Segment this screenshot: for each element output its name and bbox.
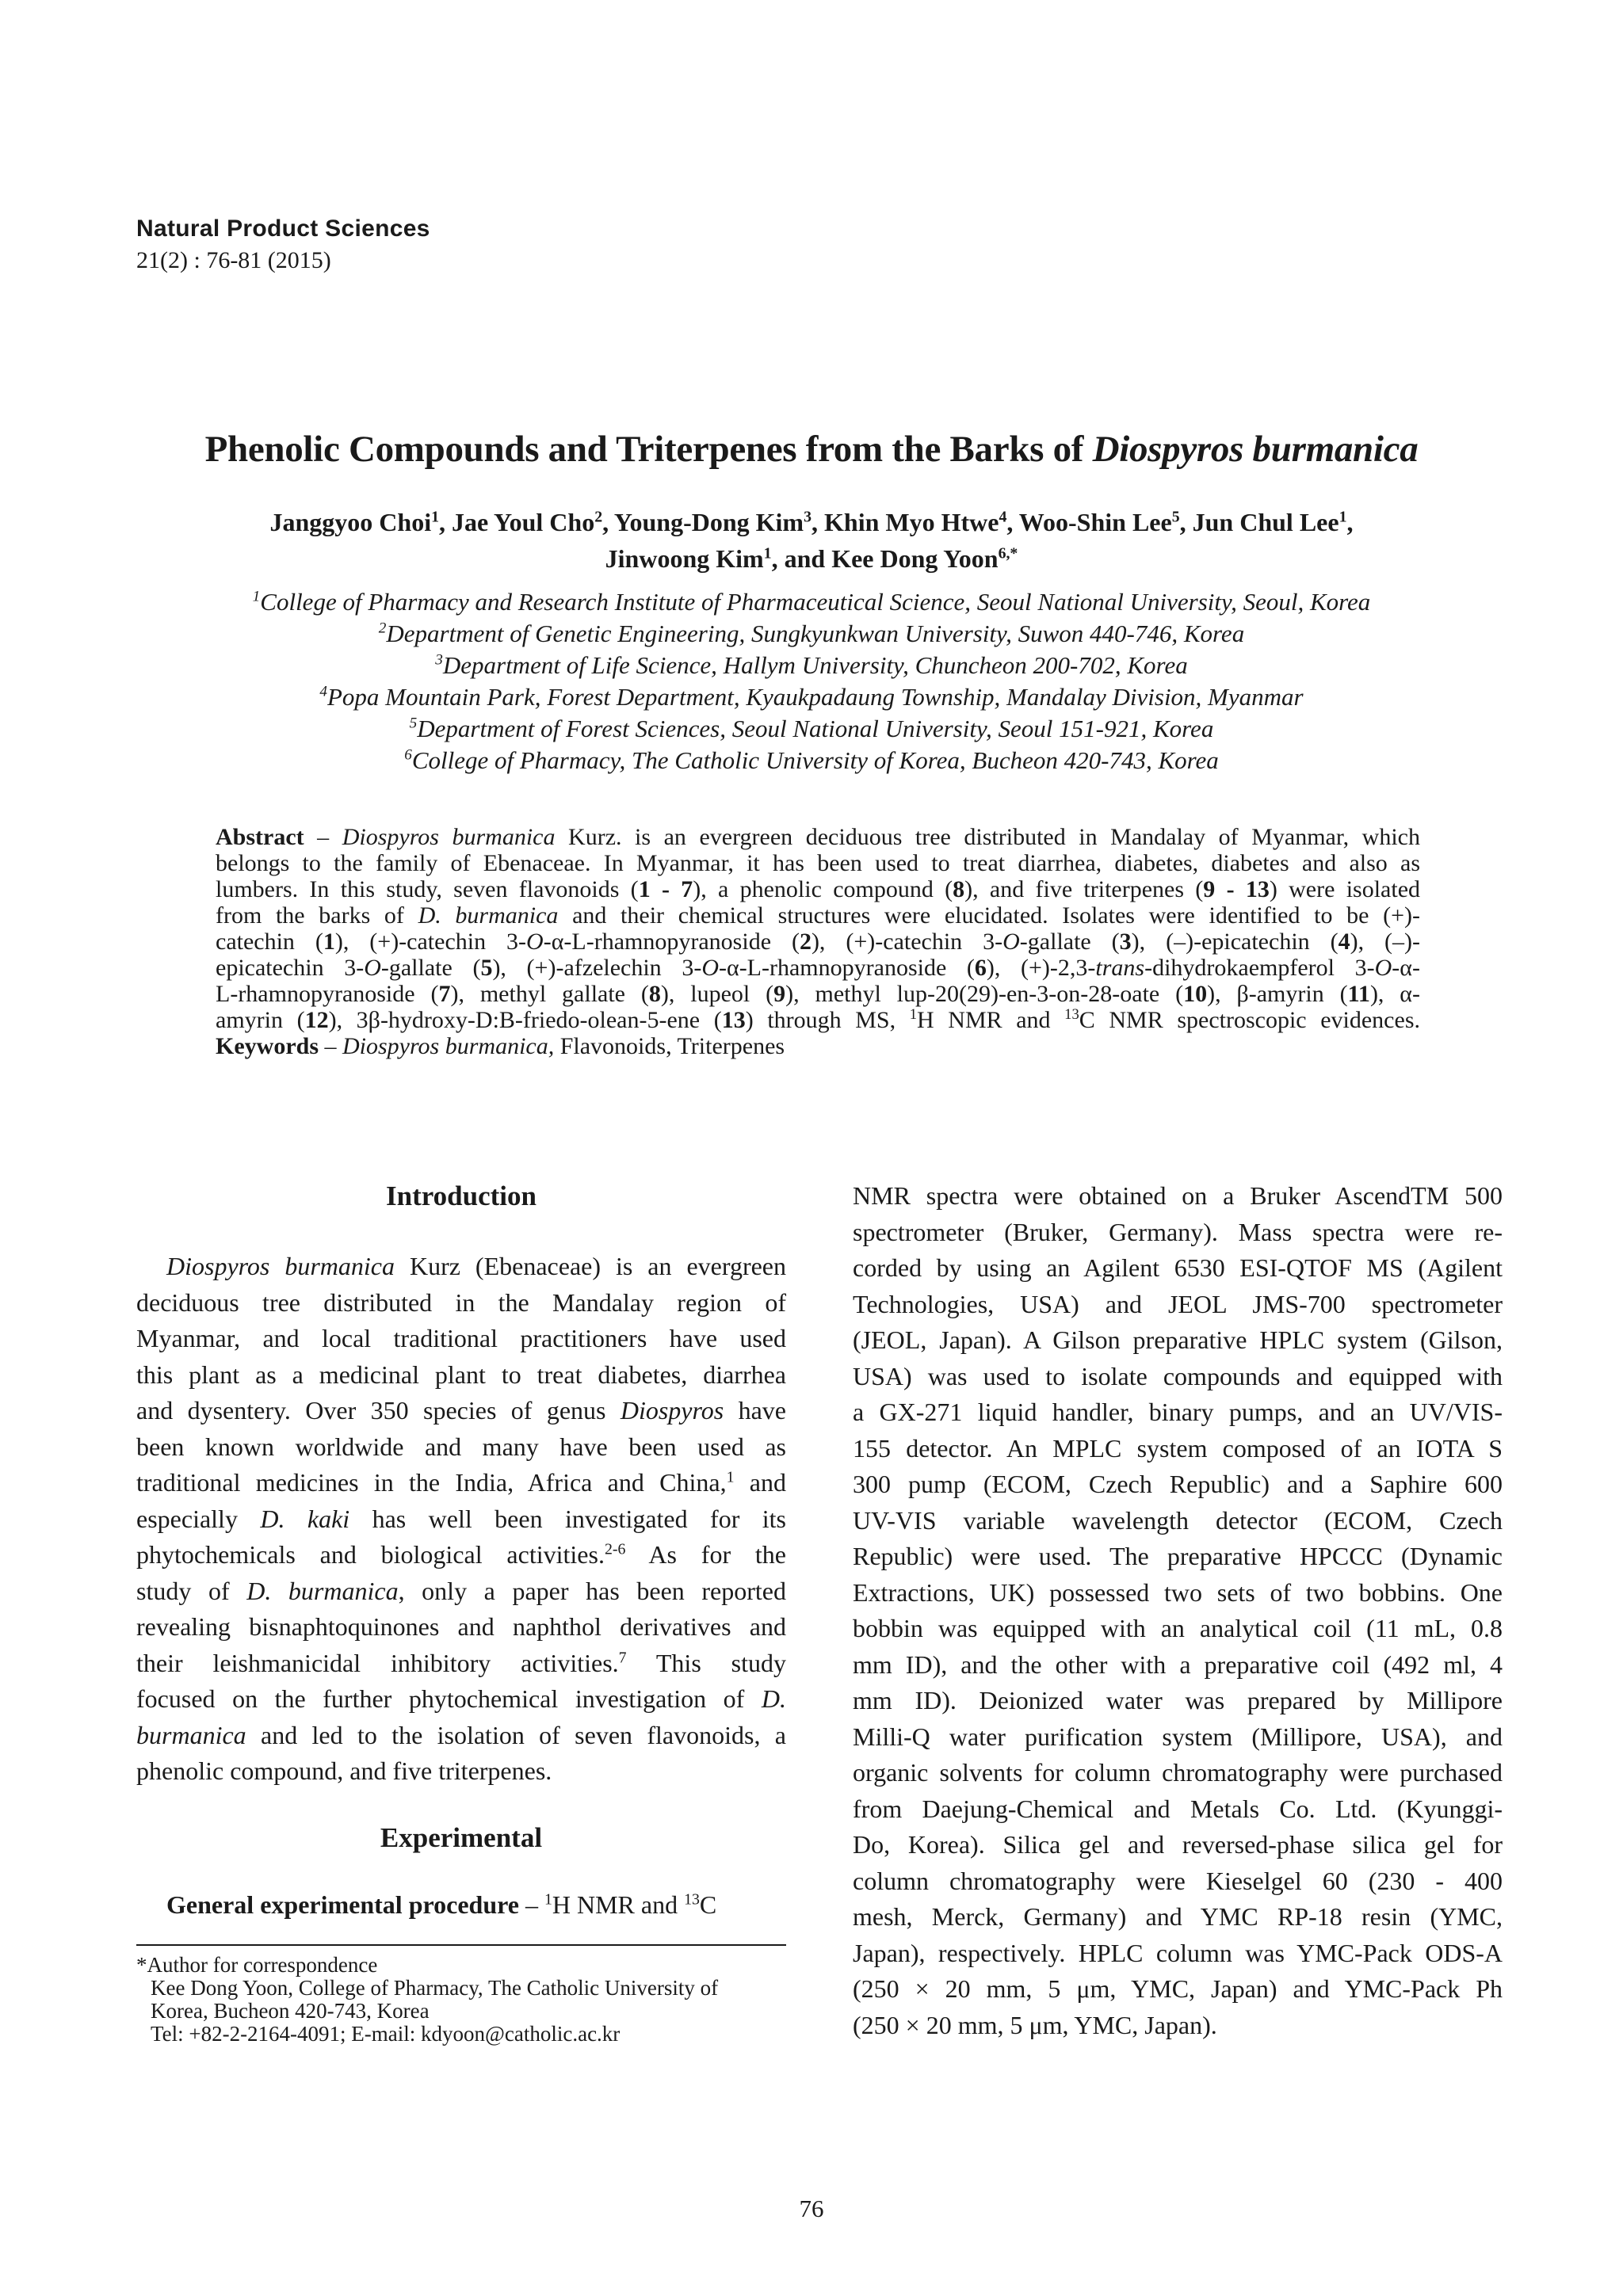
body-line: 155 detector. An MPLC system composed of an IOTA S: [853, 1433, 1503, 1463]
author: Jun Chul Lee$^1$: [1192, 508, 1347, 536]
journal-issue: 21(2) : 76-81 (2015): [136, 247, 331, 273]
author: Janggyoo Choi$^1$: [269, 508, 440, 536]
keywords-label: Keywords: [216, 1033, 319, 1059]
body-line: mm ID). Deionized water was prepared by Millipore: [853, 1686, 1503, 1714]
body-line: Diospyros burmanica Kurz (Ebenaceae) is an evergreen: [166, 1252, 787, 1280]
abstract-line: belongs to the family of Ebenaceae. In Myanmar, it has been used to treat diarrhea, diabetes, diabetes and also as: [216, 850, 1420, 876]
author: Kee Dong Yoon$^{6,*}$: [831, 544, 1018, 573]
affiliation-list: [119, 586, 1504, 776]
affiliation: $^3$Department of Life Science, Hallym University, Chuncheon 200-702, Korea: [435, 651, 1188, 679]
affiliation: $^1$College of Pharmacy and Research Institute of Pharmaceutical Science, Seoul National University, Seoul, Korea: [252, 588, 1371, 616]
body-line: Milli-Q water purification system (Millipore, USA), and: [853, 1722, 1503, 1751]
affiliation: $^5$Department of Forest Sciences, Seoul National University, Seoul 151-921, Korea: [409, 715, 1214, 742]
footnote-line: Tel: +82-2-2164-4091; E-mail: kdyoon@catholic.ac.kr: [151, 2022, 621, 2046]
body-line: phenolic compound, and five triterpenes.: [136, 1756, 552, 1785]
abstract: [216, 824, 1420, 1059]
footnote-line: *Author for correspondence: [136, 1953, 378, 1977]
body-line: spectrometer (Bruker, Germany). Mass spectra were re-: [853, 1217, 1503, 1246]
body-line: corded by using an Agilent 6530 ESI-QTOF MS (Agilent: [853, 1253, 1503, 1282]
author: Woo-Shin Lee$^5$: [1018, 508, 1180, 536]
body-line: bobbin was equipped with an analytical coil (11 mL, 0.8: [853, 1614, 1503, 1642]
keywords-line: Keywords – Diospyros burmanica, Flavonoids, Triterpenes: [216, 1033, 785, 1059]
body-line: column chromatography were Kieselgel 60 (230 - 400: [853, 1866, 1503, 1895]
body-line: burmanica and led to the isolation of seven flavonoids, a: [136, 1720, 786, 1749]
body-line: USA) was used to isolate compounds and equipped with: [853, 1361, 1503, 1390]
footnote-line: Korea, Bucheon 420-743, Korea: [151, 1999, 430, 2023]
body-line: especially D. kaki has well been investigated for its: [136, 1504, 787, 1533]
paper-title: [0, 428, 1623, 471]
body-line: organic solvents for column chromatography were purchased: [853, 1758, 1503, 1787]
affiliation: $^4$Popa Mountain Park, Forest Department, Kyaukpadaung Township, Mandalay Division, Myanmar: [319, 683, 1304, 711]
body-line: NMR spectra were obtained on a Bruker AscendTM 500: [853, 1181, 1503, 1210]
body-line: been known worldwide and many have been used as: [136, 1432, 786, 1461]
title-main: Phenolic Compounds and Triterpenes from the Barks of: [204, 429, 1093, 470]
affiliation: $^6$College of Pharmacy, The Catholic University of Korea, Bucheon 420-743, Korea: [404, 746, 1219, 774]
body-line: focused on the further phytochemical investigation of D.: [136, 1684, 786, 1713]
body-line: deciduous tree distributed in the Mandalay region of: [136, 1287, 786, 1317]
introduction-heading: Introduction: [386, 1180, 537, 1211]
title-species: Diospyros burmanica: [1092, 429, 1419, 470]
abstract-label: Abstract: [216, 824, 304, 850]
body-line: their leishmanicidal inhibitory activities.$^7$ This study: [136, 1648, 787, 1677]
abstract-line: lumbers. In this study, seven flavonoids (1 - 7), a phenolic compound (8), and five triterpenes (9 - 13) were isolated: [216, 876, 1421, 902]
body-line: Republic) were used. The preparative HPCCC (Dynamic: [853, 1542, 1503, 1570]
footnote-line: Kee Dong Yoon, College of Pharmacy, The Catholic University of: [151, 1976, 719, 2000]
body-line: Myanmar, and local traditional practitioners have used: [136, 1324, 786, 1352]
body-line: UV-VIS variable wavelength detector (ECOM, Czech: [853, 1505, 1503, 1535]
author: Jae Youl Cho$^2$: [452, 508, 603, 536]
experimental-heading: Experimental: [380, 1822, 543, 1853]
body-line: phytochemicals and biological activities.$^{2-6}$ As for the: [136, 1540, 787, 1569]
abstract-line: Abstract – Diospyros burmanica Kurz. is an evergreen deciduous tree distributed in Mandalay of Myanmar, which: [216, 824, 1420, 850]
introduction-body: [136, 1249, 786, 1790]
body-line: (250 × 20 mm, 5 μm, YMC, Japan).: [853, 2010, 1217, 2039]
correspondence-footnote: [136, 1954, 786, 2046]
body-line: traditional medicines in the India, Africa and China,$^1$ and: [136, 1468, 787, 1497]
experimental-subheading: General experimental procedure: [166, 1890, 519, 1919]
body-line: mesh, Merck, Germany) and YMC RP-18 resin (YMC,: [853, 1902, 1503, 1931]
author-list: Janggyoo Choi$^1$, Jae Youl Cho$^2$, Young-Dong Kim$^3$, Khin Myo Htwe$^4$, Woo-Shin Lee$^5$, Jun Chul Lee$^1$, Jinwoong Kim$^1$, and Kee Dong Yoon$^{6,*}$: [269, 508, 1354, 573]
abstract-line: from the barks of D. burmanica and their chemical structures were elucidated. Isolates were identified to be (+)-: [216, 902, 1421, 929]
page-number: 76: [799, 2195, 824, 2222]
experimental-subheading-line: General experimental procedure – $^1$H NMR and $^{13}$C: [166, 1890, 717, 1919]
body-line: revealing bisnaphtoquinones and naphthol derivatives and: [136, 1612, 786, 1641]
body-line: Do, Korea). Silica gel and reversed-phase silica gel for: [853, 1830, 1503, 1859]
body-line: Japan), respectively. HPLC column was YMC-Pack ODS-A: [853, 1938, 1503, 1967]
body-line: from Daejung-Chemical and Metals Co. Ltd. (Kyunggi-: [853, 1794, 1503, 1823]
body-line: mm ID), and the other with a preparative coil (492 ml, 4: [853, 1650, 1503, 1679]
abstract-line: amyrin (12), 3β-hydroxy-D:B-friedo-olean-5-ene (13) through MS, $^1$H NMR and $^{13}$C NMR spectroscopic evidences.: [216, 1006, 1420, 1033]
body-line: 300 pump (ECOM, Czech Republic) and a Saphire 600: [853, 1470, 1503, 1498]
body-line: Technologies, USA) and JEOL JMS-700 spectrometer: [853, 1289, 1503, 1318]
author: Khin Myo Htwe$^4$: [824, 508, 1007, 536]
author: Young-Dong Kim$^3$: [613, 508, 812, 536]
abstract-line: catechin (1), (+)-catechin 3-O-α-L-rhamnopyranoside (2), (+)-catechin 3-O-gallate (3), (–)-epicatechin (4), (–)-: [216, 929, 1420, 955]
journal-name: Natural Product Sciences: [136, 215, 430, 242]
body-line: (250 × 20 mm, 5 μm, YMC, Japan) and YMC-Pack Ph: [853, 1974, 1503, 2003]
body-line: Extractions, UK) possessed two sets of two bobbins. One: [853, 1577, 1503, 1607]
abstract-line: L-rhamnopyranoside (7), methyl gallate (8), lupeol (9), methyl lup-20(29)-en-3-on-28-oate (10), β-amyrin (11), α-: [216, 981, 1421, 1007]
body-line: study of D. burmanica, only a paper has been reported: [136, 1576, 787, 1605]
footnote-divider: [136, 1944, 786, 1946]
author: Jinwoong Kim$^1$: [605, 544, 772, 573]
affiliation: $^2$Department of Genetic Engineering, Sungkyunkwan University, Suwon 440-746, Korea: [378, 620, 1245, 647]
experimental-body: [853, 1178, 1503, 2043]
body-line: and dysentery. Over 350 species of genus Diospyros have: [136, 1396, 786, 1425]
body-line: (JEOL, Japan). A Gilson preparative HPLC system (Gilson,: [853, 1325, 1503, 1354]
body-line: this plant as a medicinal plant to treat diabetes, diarrhea: [136, 1360, 786, 1389]
abstract-line: epicatechin 3-O-gallate (5), (+)-afzelechin 3-O-α-L-rhamnopyranoside (6), (+)-2,3-trans-dihydrokaempferol 3-O-α-: [216, 955, 1420, 981]
body-line: a GX-271 liquid handler, binary pumps, and an UV/VIS-: [853, 1398, 1503, 1426]
